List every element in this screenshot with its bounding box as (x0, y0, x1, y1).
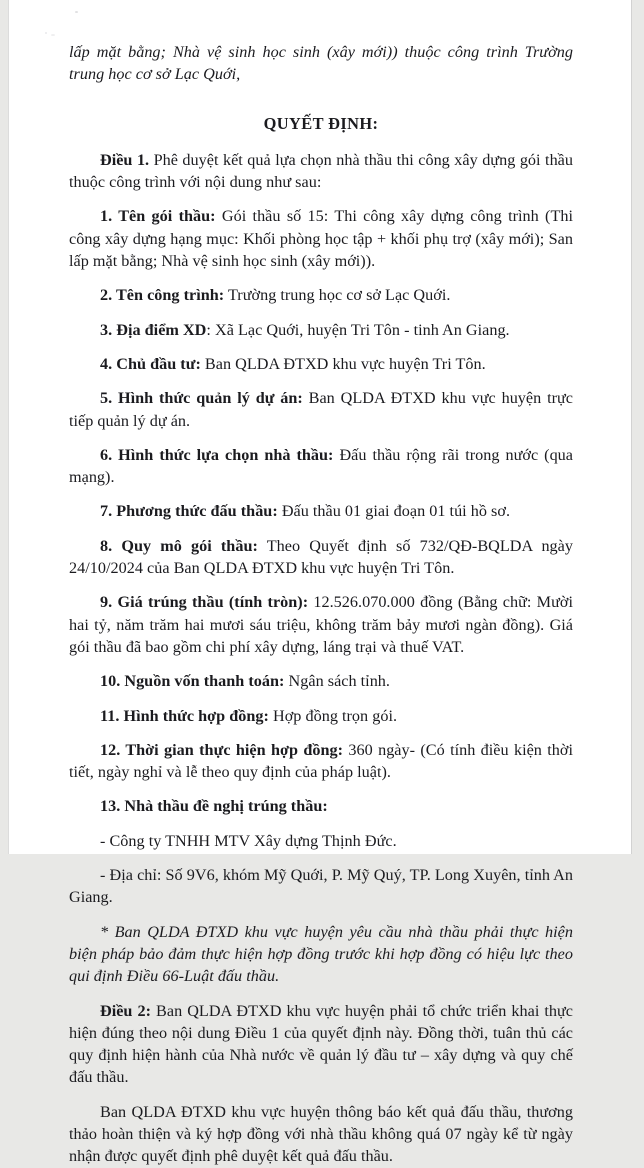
clause-text: Ban QLDA ĐTXD khu vực huyện trực tiếp quản lý dự án. (69, 389, 573, 430)
clause-item-5 (69, 387, 573, 432)
document-text-block (69, 0, 573, 1168)
guarantee-note: * Ban QLDA ĐTXD khu vực huyện yêu cầu nhà thầu phải thực hiện biện pháp bảo đảm thực hiện hợp đồng trước khi hợp đồng có hiệu lực theo qui định Điều 66-Luật đấu thầu. (69, 922, 573, 986)
clause-label: 5. Hình thức quản lý dự án: (100, 389, 303, 408)
clause-text: 12.526.070.000 đồng (Bằng chữ: Mười hai tỷ, năm trăm hai mươi sáu triệu, không trăm bảy mươi ngàn đồng). Giá gói thầu đã bao gồm chi phí xây dựng, láng trại và thuế VAT. (69, 593, 573, 656)
clause-text: 360 ngày- (Có tính điều kiện thời tiết, ngày nghỉ và lễ theo quy định của pháp luật). (69, 740, 573, 782)
clause-label: 3. Địa điểm XD (100, 320, 207, 339)
clause-text: Theo Quyết định số 732/QĐ-BQLDA ngày 24/10/2024 của Ban QLDA ĐTXD khu vực huyện Tri Tôn. (69, 536, 573, 578)
continued-paragraph: lấp mặt bằng; Nhà vệ sinh học sinh (xây mới)) thuộc công trình Trường trung học cơ sở Lạc Quới, (69, 43, 573, 84)
clause-label: 13. Nhà thầu đề nghị trúng thầu: (100, 797, 328, 816)
clause-text: Hợp đồng trọn gói. (268, 706, 398, 725)
clause-item-3 (69, 319, 573, 341)
clause-item-1 (69, 205, 573, 272)
clause-item-12 (69, 739, 573, 784)
clause-text: Đấu thầu 01 giai đoạn 01 túi hồ sơ. (277, 502, 511, 521)
clause-item-2 (69, 284, 573, 306)
clause-text: Trường trung học cơ sở Lạc Quới. (224, 286, 451, 305)
scanned-page (8, 0, 632, 1166)
article-2-paragraph (69, 1000, 573, 1089)
bidder-name-line: - Công ty TNHH MTV Xây dựng Thịnh Đức. (100, 831, 397, 850)
clause-label: 8. Quy mô gói thầu: (100, 536, 258, 555)
clause-item-6 (69, 444, 573, 489)
decision-title: QUYẾT ĐỊNH: (263, 113, 379, 133)
clause-label: 9. Giá trúng thầu (tính tròn): (100, 593, 309, 612)
clause-item-10 (69, 670, 573, 692)
clause-text: Ban QLDA ĐTXD khu vực huyện Tri Tôn. (200, 354, 486, 373)
clause-text: Đấu thầu rộng rãi trong nước (qua mạng). (69, 445, 574, 487)
article-1-paragraph (69, 149, 573, 194)
clause-label: 2. Tên công trình: (100, 286, 225, 305)
clause-item-11 (69, 705, 573, 727)
clause-text: : Xã Lạc Quới, huyện Tri Tôn - tinh An Giang. (206, 320, 510, 339)
clause-label: 12. Thời gian thực hiện hợp đồng: (100, 740, 344, 759)
clause-label: 4. Chủ đầu tư: (100, 354, 201, 373)
clause-item-4 (69, 353, 573, 375)
clause-item-7 (69, 500, 573, 522)
clause-text: Gói thầu số 15: Thi công xây dựng công trình (Thi công xây dựng hạng mục: Khối phòng học tập + khối phụ trợ (xây mới); San lấp mặt bằng; Nhà vệ sinh học sinh (xây mới)). (69, 207, 574, 271)
scan-artifact-speck (45, 32, 47, 34)
clause-text: Ngân sách tỉnh. (284, 672, 390, 691)
clause-item-8 (69, 535, 573, 580)
scan-artifact-speck (51, 34, 55, 36)
clause-item-13 (69, 795, 573, 817)
article-1-label: Điều 1. (100, 150, 150, 169)
clause-label: 7. Phương thức đấu thầu: (100, 502, 278, 521)
bidder-address-line: - Địa chỉ: Số 9V6, khóm Mỹ Quới, P. Mỹ Quý, TP. Long Xuyên, tỉnh An Giang. (69, 866, 573, 907)
clause-label: 11. Hình thức hợp đồng: (100, 706, 269, 725)
clause-label: 6. Hình thức lựa chọn nhà thầu: (100, 445, 334, 464)
article-2-label: Điều 2: (100, 1001, 152, 1020)
article-2-text: Ban QLDA ĐTXD khu vực huyện phải tổ chức triển khai thực hiện đúng theo nội dung Điều 1 của quyết định này. Đồng thời, tuân thủ các quy định hiện hành của Nhà nước về quản lý đầu tư – xây dựng và quy chế đấu thầu. (69, 1001, 573, 1087)
closing-paragraph: Ban QLDA ĐTXD khu vực huyện thông báo kết quả đấu thầu, thương thảo hoàn thiện và ký hợp đồng với nhà thầu không quá 07 ngày kể từ ngày nhận được quyết định phê duyệt kết quả đấu thầu. (69, 1102, 573, 1166)
clause-label: 1. Tên gói thầu: (100, 207, 216, 226)
clause-label: 10. Nguồn vốn thanh toán: (100, 672, 285, 691)
article-1-text: Phê duyệt kết quả lựa chọn nhà thầu thi công xây dựng gói thầu thuộc công trình với nội dung như sau: (69, 150, 573, 192)
clause-item-9 (69, 591, 573, 658)
